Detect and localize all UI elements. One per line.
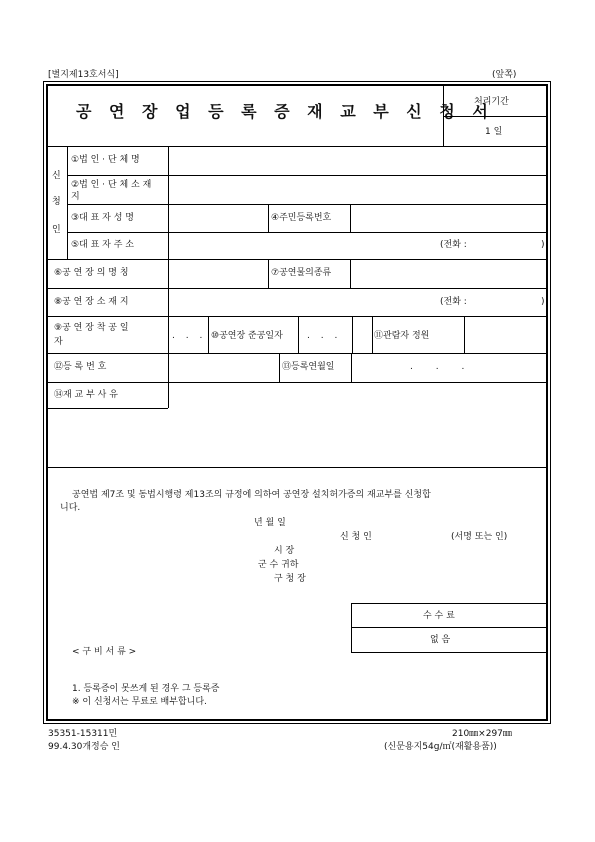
applicant-label-2: 청 [52, 197, 61, 207]
corp-address-label: ②법 인 · 단 체 소 재 [71, 180, 152, 190]
reg-date-label: ⑬등록연월일 [282, 362, 335, 372]
revision-approval: 99.4.30개정승 인 [48, 742, 120, 752]
rep-address-label: ⑤대 표 자 주 소 [71, 240, 134, 250]
rep-phone-label: (전화 : [440, 240, 467, 250]
applicant-line: 신 청 인 [340, 532, 372, 542]
addressee-county: 군 수 귀하 [258, 560, 299, 570]
venue-type-label: ⑦공연물의종류 [271, 268, 332, 278]
venue-name-label: ⑥공 연 장 의 명 칭 [54, 268, 129, 278]
venue-phone-label: (전화 : [440, 297, 467, 307]
corp-address-label-cont: 지 [71, 192, 80, 202]
processing-period-value: 1 일 [485, 127, 503, 137]
processing-period-label: 처리기간 [474, 97, 509, 107]
finish-date-label: ⑩공연장 준공일자 [211, 331, 283, 341]
attachments-title: < 구 비 서 류 > [72, 647, 137, 657]
reg-number-label: ⑫등 록 번 호 [54, 362, 107, 372]
start-date-label: ⑨공 연 장 착 공 일 [54, 323, 129, 333]
rep-name-label: ③대 표 자 성 명 [71, 213, 134, 223]
capacity-label: ⑪관람자 정원 [374, 331, 430, 341]
fee-value: 없 음 [430, 635, 451, 645]
fee-label: 수 수 료 [423, 611, 455, 621]
rep-phone-close: ) [541, 240, 545, 250]
form-code: 35351-15311민 [48, 729, 118, 739]
free-distribution-note: ※ 이 신청서는 무료로 배부합니다. [72, 697, 207, 707]
statement-line-2: 니다. [60, 503, 81, 513]
start-date-dots: . . . [172, 331, 207, 341]
reg-date-dots: . . . [410, 362, 475, 372]
venue-phone-close: ) [541, 297, 545, 307]
finish-date-dots: . . . [307, 331, 342, 341]
attachment-item-1: 1. 등록증이 못쓰게 된 경우 그 등록증 [72, 684, 220, 694]
form-number: [별지제13호서식] [48, 70, 119, 80]
rep-id-label: ④주민등록번호 [271, 213, 332, 223]
paper-size: 210㎜×297㎜ [452, 729, 512, 739]
statement-line-1: 공연법 제7조 및 동법시행령 제13조의 규정에 의하여 공연장 설치허가증의 재교부를 신청합 [72, 490, 431, 500]
page-side-label: (앞쪽) [492, 70, 517, 80]
application-date: 년 월 일 [254, 518, 286, 528]
applicant-label-3: 인 [52, 225, 61, 235]
addressee-city: 시 장 [274, 546, 295, 556]
paper-spec: (신문용지54g/㎡(재활용품)) [384, 742, 497, 752]
venue-address-label: ⑧공 연 장 소 재 지 [54, 297, 129, 307]
start-date-label-cont: 자 [54, 337, 63, 347]
reason-label: ⑭재 교 부 사 유 [54, 390, 118, 400]
corp-name-label: ①법 인 · 단 체 명 [71, 155, 140, 165]
applicant-label-1: 신 [52, 171, 61, 181]
addressee-district: 구 청 장 [274, 574, 306, 584]
signature-label: (서명 또는 인) [451, 532, 508, 542]
form-title: 공 연 장 업 등 록 증 재 교 부 신 청 서 [76, 102, 494, 121]
